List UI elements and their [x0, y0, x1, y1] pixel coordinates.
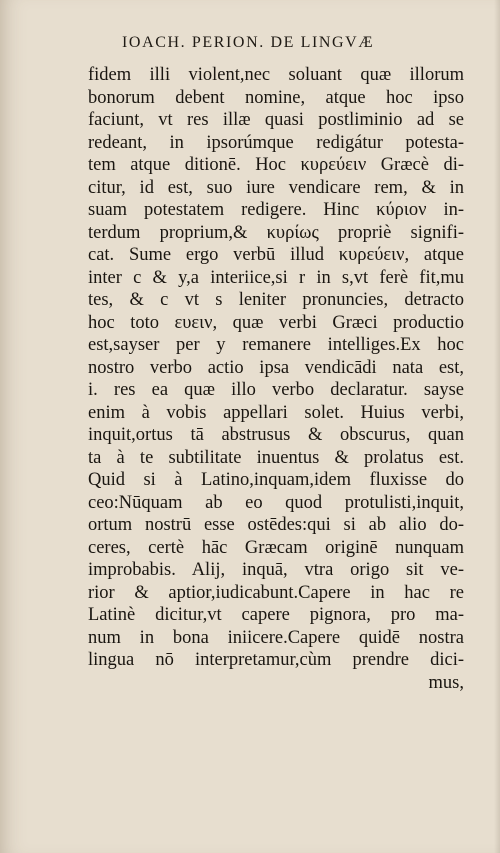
text-line: fidem illi violent,nec soluant quæ illorum [88, 65, 464, 85]
text-line: citur, id est, suo iure vendicare rem, & in [88, 177, 464, 198]
text-line: est,sayser per y remanere intelliges.Ex hoc [88, 335, 464, 355]
text-line: num in bona iniicere.Capere quidē nostra [88, 627, 464, 648]
text-line: lingua nō interpretamur,cùm prendre dici- [88, 650, 464, 670]
text-line: rior & aptior,iudicabunt.Capere in hac re [88, 582, 464, 603]
text-line: terdum proprium,& κυρίως propriè signifi- [88, 222, 464, 243]
text-line: ceo:Nūquam ab eo quod protulisti,inquit, [88, 492, 464, 513]
text-line: hoc toto ευειν, quæ verbi Græci productio [88, 312, 464, 333]
text-line: improbabis. Alij, inquā, vtra origo sit ve- [88, 560, 464, 580]
text-line: ta à te subtilitate inuentus & prolatus est. [88, 447, 464, 468]
text-line: Latinè dicitur,vt capere pignora, pro ma- [88, 605, 464, 625]
text-line: ortum nostrū esse ostēdes:qui si ab alio do- [88, 515, 464, 535]
text-line: enim à vobis appellari solet. Huius verbi, [88, 402, 464, 423]
text-line: mus, [428, 672, 464, 693]
text-line: nostro verbo actio ipsa vendicādi nata est, [88, 357, 464, 378]
text-line: tem atque ditionē. Hoc κυρεύειν Græcè di- [88, 155, 464, 175]
text-line: Quid si à Latino,inquam,idem fluxisse do [88, 470, 464, 490]
text-line: i. res ea quæ illo verbo declaratur. sayse [88, 380, 464, 400]
text-line: ceres, certè hāc Græcam originē nunquam [88, 537, 464, 558]
body-text [88, 64, 464, 694]
text-line: faciunt, vt res illæ quasi postliminio ad se [88, 110, 464, 130]
text-line: suam potestatem redigere. Hinc κύριον in- [88, 200, 464, 220]
text-line: tes, & c vt s leniter pronuncies, detracto [88, 290, 464, 310]
page-edge-shadow [494, 0, 500, 853]
text-line: inter c & y,a interiice,si r in s,vt ferè fit,mu [88, 267, 464, 288]
text-line: cat. Sume ergo verbū illud κυρεύειν, atque [88, 245, 464, 265]
text-line: redeant, in ipsorúmque redigátur potesta- [88, 132, 464, 153]
text-line: inquit,ortus tā abstrusus & obscurus, quan [88, 425, 464, 445]
text-line: bonorum debent nomine, atque hoc ipso [88, 87, 464, 108]
running-head: IOACH. PERION. DE LINGVÆ [122, 34, 375, 51]
